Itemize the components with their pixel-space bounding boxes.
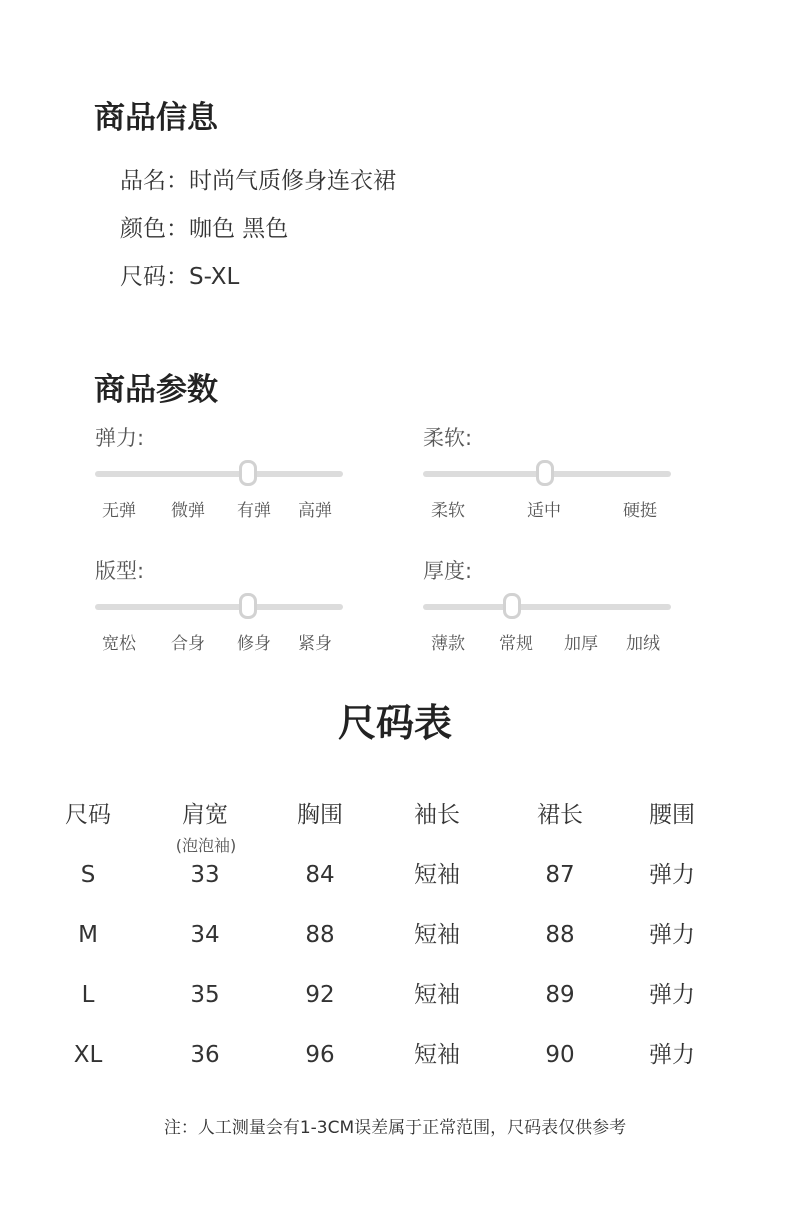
measurement-note: 注：人工测量会有1-3CM误差属于正常范围，尺码表仅供参考 (163, 1118, 627, 1138)
table-cell: 88 (305, 922, 335, 948)
table-cell: L (81, 982, 95, 1008)
table-cell: 33 (190, 862, 220, 888)
param-thickness (423, 561, 673, 671)
param-elasticity-track (95, 471, 343, 477)
param-fit-track (95, 604, 343, 610)
table-cell: 弹力 (649, 1042, 695, 1068)
param-fit-label: 版型: (95, 559, 145, 583)
param-thickness-option: 加绒 (626, 634, 660, 654)
product-name-label: 品名： (120, 168, 189, 194)
table-header-cell: 裙长 (537, 802, 583, 828)
param-thickness-option: 常规 (499, 634, 533, 654)
table-header-cell: 胸围 (297, 802, 343, 828)
product-color-row (120, 218, 288, 241)
table-cell: 96 (305, 1042, 335, 1068)
table-cell: 短袖 (414, 982, 460, 1008)
param-softness (423, 428, 673, 538)
product-params-title: 商品参数 (94, 372, 218, 408)
table-header-cell: 肩宽 (182, 802, 228, 828)
table-header-cell: 尺码 (65, 802, 111, 828)
param-softness-knob (536, 460, 554, 486)
table-cell: 短袖 (414, 922, 460, 948)
product-color-value: 咖色 黑色 (189, 216, 289, 242)
param-elasticity (95, 428, 345, 538)
product-name-value: 时尚气质修身连衣裙 (189, 168, 396, 194)
table-cell: 弹力 (649, 982, 695, 1008)
product-size-value: S-XL (189, 264, 240, 290)
product-name-row (120, 170, 396, 193)
product-size-row (120, 266, 239, 289)
param-fit-option: 宽松 (102, 634, 136, 654)
param-thickness-knob (503, 593, 521, 619)
param-thickness-track (423, 604, 671, 610)
param-softness-option: 硬挺 (623, 501, 657, 521)
table-cell: 84 (305, 862, 335, 888)
table-cell: 89 (545, 982, 575, 1008)
param-fit-option: 紧身 (298, 634, 332, 654)
table-cell: 短袖 (414, 862, 460, 888)
table-cell: 34 (190, 922, 220, 948)
param-softness-label: 柔软: (423, 426, 473, 450)
size-table-title: 尺码表 (337, 701, 452, 745)
table-cell: 短袖 (414, 1042, 460, 1068)
table-cell: 90 (545, 1042, 575, 1068)
param-fit-knob (239, 593, 257, 619)
product-color-label: 颜色： (120, 216, 189, 242)
table-cell: 87 (545, 862, 575, 888)
table-header-cell: 袖长 (414, 802, 460, 828)
param-softness-option: 适中 (527, 501, 561, 521)
param-elasticity-label: 弹力: (95, 426, 145, 450)
param-fit (95, 561, 345, 671)
product-info-title: 商品信息 (94, 100, 218, 136)
product-size-label: 尺码： (120, 264, 189, 290)
param-elasticity-option: 微弹 (171, 501, 205, 521)
param-fit-option: 修身 (237, 634, 271, 654)
param-thickness-label: 厚度: (423, 559, 473, 583)
table-cell: 88 (545, 922, 575, 948)
table-cell: XL (73, 1042, 103, 1068)
param-thickness-option: 加厚 (564, 634, 598, 654)
table-cell: S (80, 862, 96, 888)
param-elasticity-option: 高弹 (298, 501, 332, 521)
param-fit-option: 合身 (171, 634, 205, 654)
table-cell: 弹力 (649, 862, 695, 888)
table-cell: 92 (305, 982, 335, 1008)
param-elasticity-option: 有弹 (237, 501, 271, 521)
table-cell: 35 (190, 982, 220, 1008)
param-softness-option: 柔软 (431, 501, 465, 521)
table-header-cell: 腰围 (649, 802, 695, 828)
param-elasticity-option: 无弹 (102, 501, 136, 521)
table-cell: 36 (190, 1042, 220, 1068)
table-header-note: (泡泡袖) (175, 836, 237, 855)
param-thickness-option: 薄款 (431, 634, 465, 654)
table-cell: 弹力 (649, 922, 695, 948)
table-cell: M (78, 922, 98, 948)
param-elasticity-knob (239, 460, 257, 486)
